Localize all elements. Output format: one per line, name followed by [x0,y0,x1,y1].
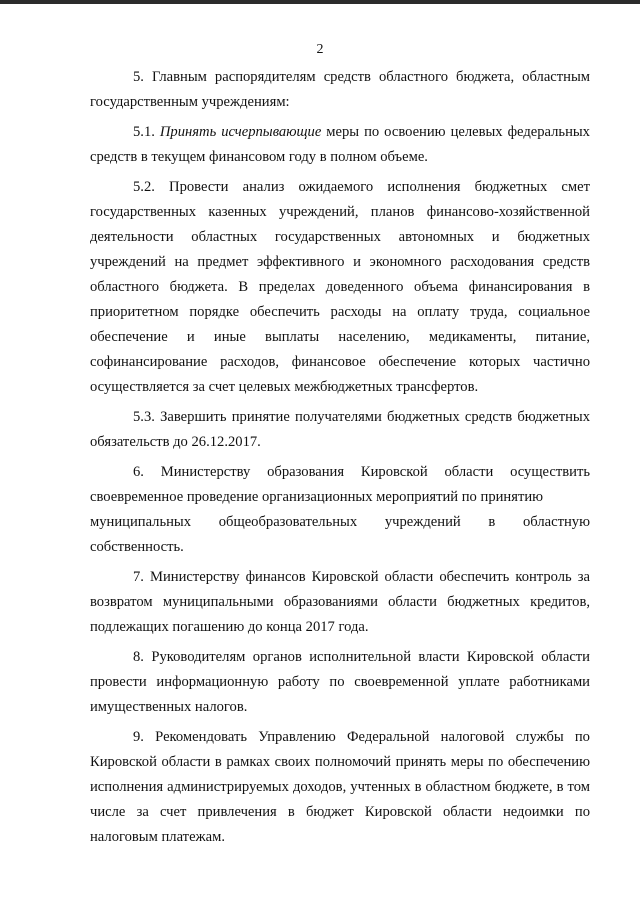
paragraph-text: Завершить принятие получателями бюджетных средств бюджетных обязательств до 26.12.2017. [90,409,590,450]
paragraph-5 [90,65,590,115]
paragraph-text: Провести анализ ожидаемого исполнения бюджетных смет государственных казенных учреждений, планов финансово-хозяйственной деятельности областных государственных автономных и бюджетных учреждений на предмет эффективного и экономного расходования средств областного бюджета. В пределах доведенного объема финансирования в приоритетном порядке обеспечить расходы на оплату труда, социальное обеспечение и иные выплаты населению, медикаменты, питание, софинансирование расходов, финансовое обеспечение которых частично осуществляется за счет целевых межбюджетных трансфертов. [90,179,590,395]
paragraph-number: 8. [133,649,144,665]
paragraph-6-main [90,460,590,510]
paragraph-number: 7. [133,569,144,585]
paragraph-text: меры по освоению целевых федеральных средств в текущем финансовом году в полном объеме. [90,124,590,165]
top-border-line [0,0,640,4]
paragraph-number: 5.3. [133,409,155,425]
paragraph-text: Министерству финансов Кировской области обеспечить контроль за возвратом муниципальными образованиями области бюджетных кредитов, подлежащих погашению до конца 2017 года. [90,569,590,635]
paragraph-6 [90,460,590,560]
paragraph-7 [90,565,590,640]
paragraph-italic-text: Принять исчерпывающие [159,124,322,140]
paragraph-text: Главным распорядителям средств областного бюджета, областным государственным учреждениям: [90,69,590,110]
paragraph-5-3 [90,405,590,455]
paragraph-8 [90,645,590,720]
paragraph-number: 5. [133,69,144,85]
paragraph-9 [90,725,590,850]
paragraph-6-end: собственность. [90,539,184,555]
paragraph-5-2 [90,175,590,400]
paragraph-text: Рекомендовать Управлению Федеральной налоговой службы по Кировской области в рамках своих полномочий принять меры по обеспечению исполнения администрируемых доходов, учтенных в областном бюджете, в том числе за счет привлечения в бюджет Кировской области недоимки по налоговым платежам. [90,729,590,845]
paragraph-5-1 [90,120,590,170]
paragraph-number: 5.2. [133,179,155,195]
page-number: 2 [316,42,324,57]
paragraph-number: 5.1. [133,124,155,140]
paragraph-number: 6. [133,464,144,480]
document-body [90,65,590,850]
paragraph-6-spread-line: муниципальных общеобразовательных учреждений в областную [90,514,590,530]
paragraph-text: Руководителям органов исполнительной власти Кировской области провести информационную работу по своевременной уплате работниками имущественных налогов. [90,649,590,715]
paragraph-number: 9. [133,729,144,745]
paragraph-text: Министерству образования Кировской области осуществить своевременное проведение организационных мероприятий по принятию [90,464,590,505]
